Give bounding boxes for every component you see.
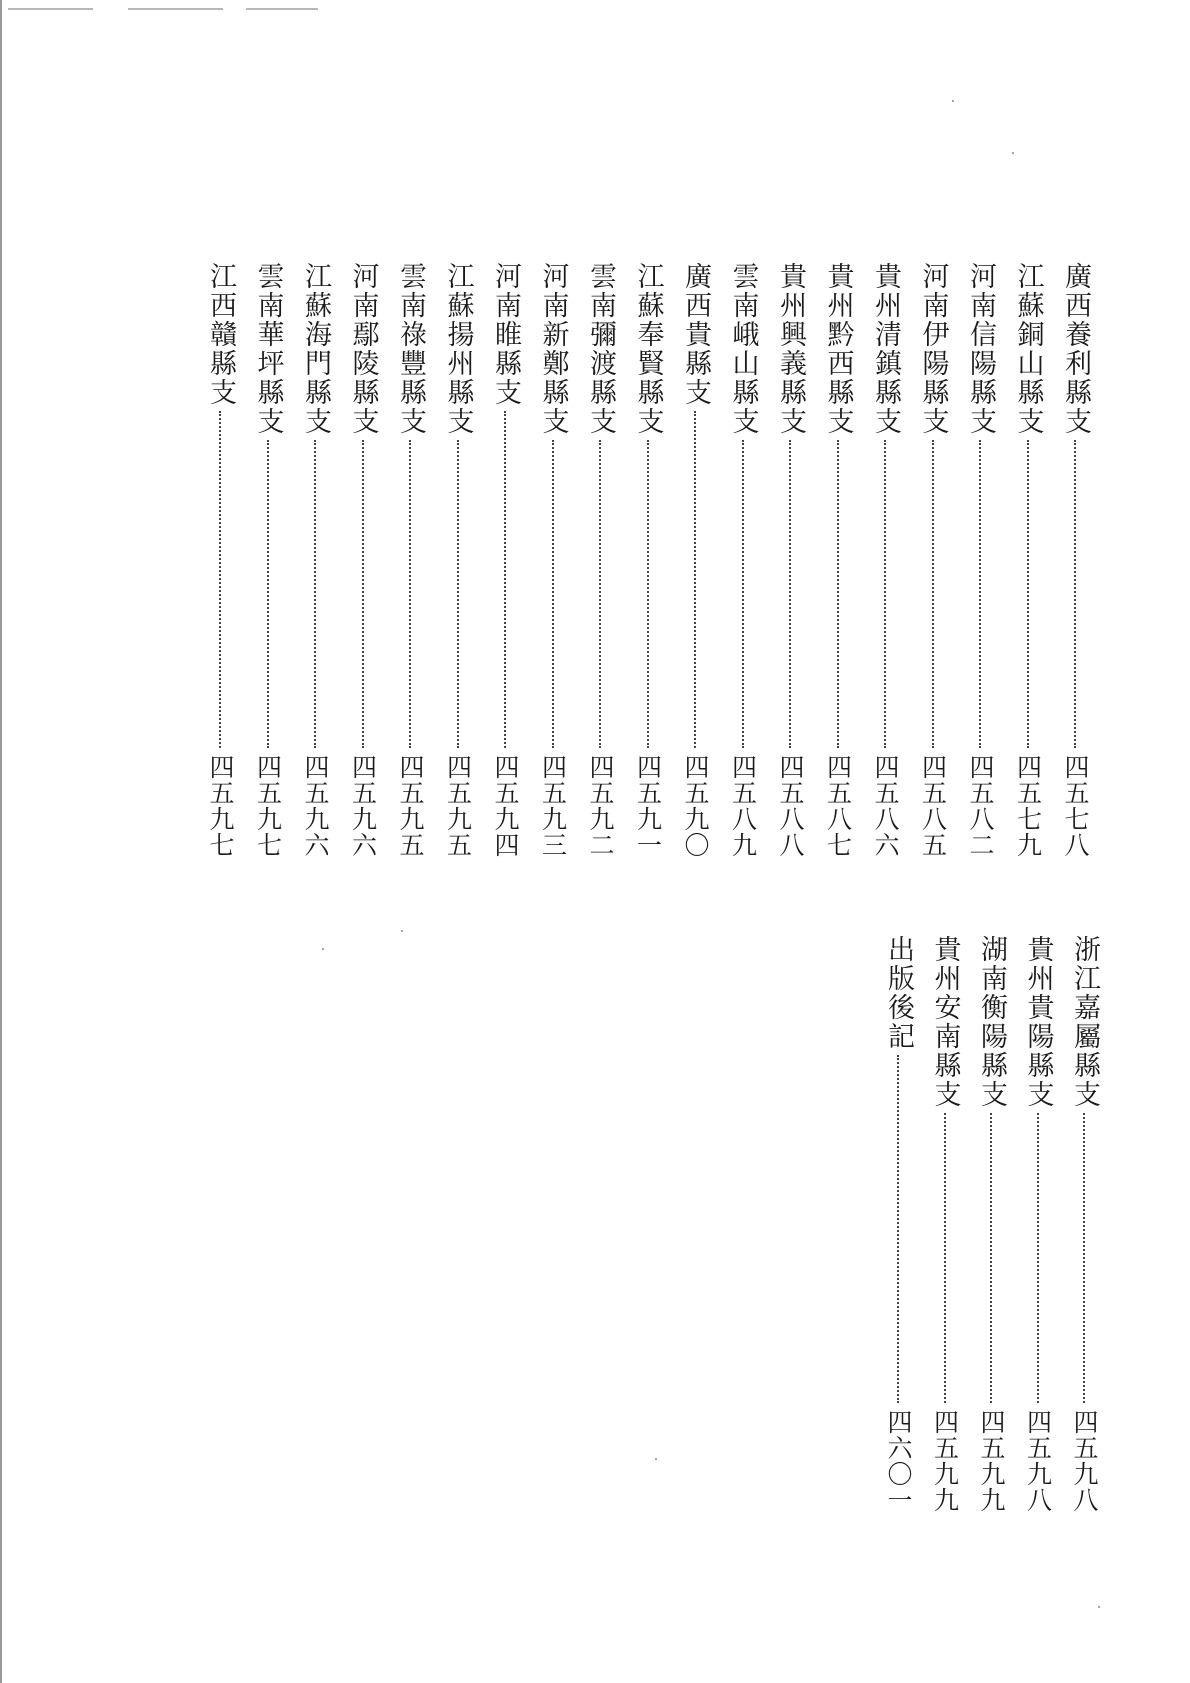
dotted-leader (647, 440, 649, 748)
toc-entry-page: 四五八六 (871, 754, 900, 858)
toc-entry-page: 四五九五 (396, 754, 425, 858)
toc-entry-page: 四五九二 (586, 754, 615, 858)
dotted-leader (1037, 1113, 1039, 1403)
toc-entry (963, 262, 997, 858)
toc-entry (203, 262, 237, 858)
scan-speck (401, 930, 403, 932)
dotted-leader (944, 1113, 946, 1403)
scan-speck (1098, 1606, 1100, 1608)
dotted-leader (267, 440, 269, 748)
toc-entry-title: 雲南峨山縣支 (727, 262, 759, 436)
toc-entry-title: 廣西貴縣支 (680, 262, 711, 407)
scan-mark (128, 8, 223, 10)
toc-entry (583, 262, 617, 858)
toc-entry-title: 河南新鄭縣支 (537, 262, 569, 436)
toc-entry-page: 四五九一 (633, 754, 663, 858)
scan-mark (246, 8, 318, 10)
dotted-leader (504, 411, 506, 748)
toc-entry-title: 河南睢縣支 (490, 262, 521, 407)
toc-entry-title: 江蘇奉賢縣支 (632, 262, 664, 436)
toc-entry-page: 四五八七 (823, 754, 853, 858)
toc-entry-page: 四五九八 (1070, 1409, 1099, 1513)
dotted-leader (219, 411, 221, 748)
scan-mark (8, 8, 93, 10)
toc-entry-page: 四五九三 (538, 754, 568, 858)
toc-entry-page: 四五九〇 (681, 754, 710, 858)
toc-entry (1058, 262, 1092, 858)
toc-entry-title: 江蘇揚州縣支 (442, 262, 474, 436)
toc-entry-page: 四五九七 (206, 754, 235, 858)
toc-entry-title: 出版後記 (883, 935, 914, 1051)
toc-entry-page: 四五八九 (728, 754, 758, 858)
dotted-leader (884, 440, 886, 748)
toc-entry-page: 四五七九 (1013, 754, 1043, 858)
dotted-leader (990, 1113, 992, 1403)
toc-entry-page: 四五九四 (491, 754, 520, 858)
scan-edge (0, 0, 2, 1683)
toc-entry (346, 262, 380, 858)
toc-entry (1021, 935, 1055, 1513)
dotted-leader (742, 440, 744, 748)
toc-entry-title: 貴州安南縣支 (929, 935, 961, 1109)
scan-speck (322, 948, 324, 950)
toc-entry-page: 四五八五 (918, 754, 948, 858)
toc-entry (536, 262, 570, 858)
dotted-leader (599, 440, 601, 748)
toc-entry-title: 廣西養利縣支 (1060, 262, 1091, 436)
toc-entry (821, 262, 855, 858)
dotted-leader (932, 440, 934, 748)
dotted-leader (552, 440, 554, 748)
toc-entry (881, 935, 915, 1513)
toc-entry (928, 935, 962, 1513)
toc-entry-title: 江蘇海門縣支 (300, 262, 331, 436)
dotted-leader (1083, 1113, 1085, 1403)
dotted-leader (409, 440, 411, 748)
toc-entry-page: 四五九七 (253, 754, 283, 858)
toc-entry-page: 四五九八 (1023, 1409, 1053, 1513)
toc-entry (631, 262, 665, 858)
toc-entry-title: 湖南衡陽縣支 (976, 935, 1007, 1109)
dotted-leader (1027, 440, 1029, 748)
toc-entry-title: 浙江嘉屬縣支 (1069, 935, 1100, 1109)
toc-entry-page: 四五九五 (443, 754, 473, 858)
toc-entry-page: 四五八八 (776, 754, 805, 858)
dotted-leader (314, 440, 316, 748)
toc-entry-title: 河南鄢陵縣支 (347, 262, 379, 436)
scan-speck (1012, 152, 1014, 154)
toc-entry (916, 262, 950, 858)
scan-speck (952, 100, 954, 102)
dotted-leader (457, 440, 459, 748)
toc-entry (678, 262, 712, 858)
toc-entry-title: 河南信陽縣支 (965, 262, 996, 436)
toc-entry (393, 262, 427, 858)
dotted-leader (1074, 440, 1076, 748)
toc-entry (251, 262, 285, 858)
toc-entry (726, 262, 760, 858)
toc-entry-title: 雲南華坪縣支 (252, 262, 284, 436)
toc-entry-page: 四五七八 (1061, 754, 1090, 858)
toc-entry-page: 四五九六 (348, 754, 378, 858)
dotted-leader (979, 440, 981, 748)
dotted-leader (897, 1055, 899, 1403)
toc-entry-title: 貴州黔西縣支 (822, 262, 854, 436)
toc-entry-title: 貴州清鎮縣支 (870, 262, 901, 436)
toc-entry-page: 四五九九 (977, 1409, 1006, 1513)
dotted-leader (362, 440, 364, 748)
toc-entry-title: 河南伊陽縣支 (917, 262, 949, 436)
dotted-leader (837, 440, 839, 748)
toc-entry-title: 雲南祿豐縣支 (395, 262, 426, 436)
toc-entry-title: 貴州貴陽縣支 (1022, 935, 1054, 1109)
toc-entry (868, 262, 902, 858)
toc-entry-page: 四五九六 (301, 754, 330, 858)
toc-entry-title: 雲南彌渡縣支 (585, 262, 616, 436)
toc-entry (441, 262, 475, 858)
toc-entry (773, 262, 807, 858)
dotted-leader (694, 411, 696, 748)
toc-entry (974, 935, 1008, 1513)
toc-entry (488, 262, 522, 858)
toc-entry-title: 貴州興義縣支 (775, 262, 806, 436)
toc-entry-page: 四五八二 (966, 754, 995, 858)
dotted-leader (789, 440, 791, 748)
toc-entry-page: 四六〇一 (884, 1409, 913, 1513)
scan-speck (655, 1458, 657, 1460)
toc-entry (298, 262, 332, 858)
toc-entry-page: 四五九九 (930, 1409, 960, 1513)
toc-entry (1067, 935, 1101, 1513)
toc-entry-title: 江西贛縣支 (205, 262, 236, 407)
toc-entry-title: 江蘇銅山縣支 (1012, 262, 1044, 436)
toc-entry (1011, 262, 1045, 858)
